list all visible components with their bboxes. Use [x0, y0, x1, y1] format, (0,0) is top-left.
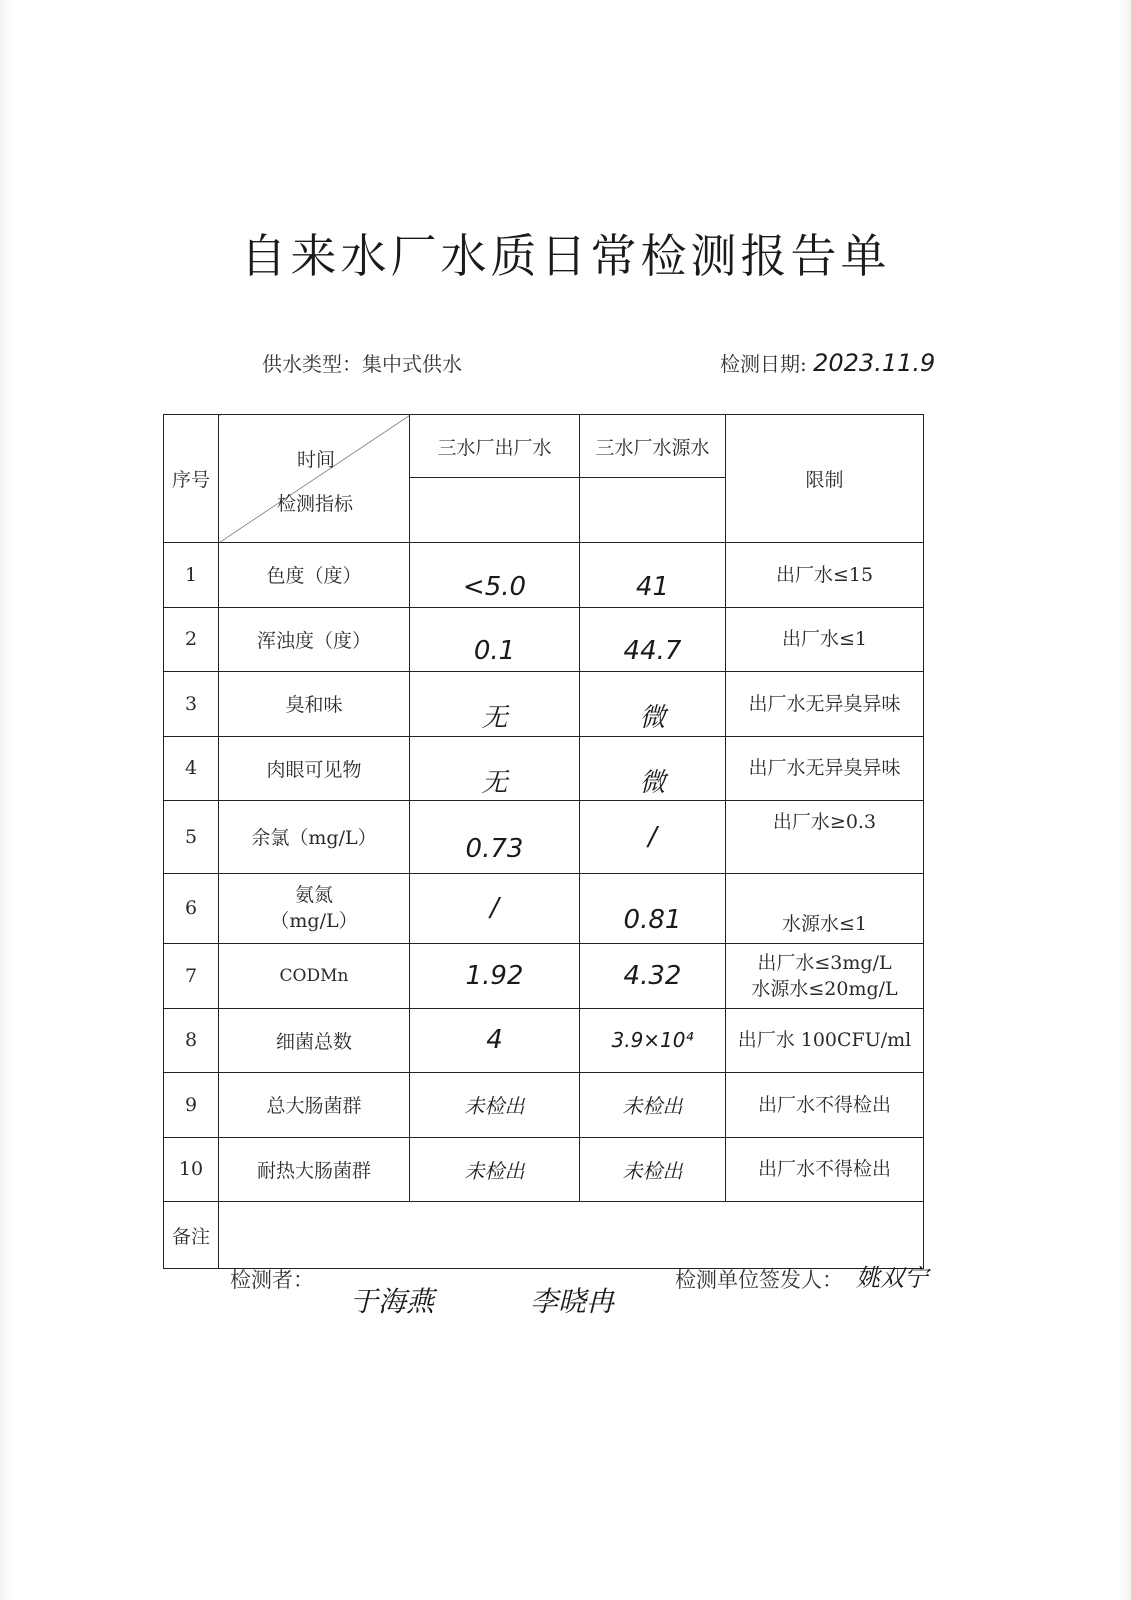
row-src-value: [580, 1137, 726, 1202]
inspector-label: 检测者：: [230, 1268, 314, 1292]
row-limit: [726, 944, 924, 1009]
table-row: [164, 736, 924, 801]
row-limit: 出厂水不得检出: [726, 1137, 924, 1202]
handwritten-value: 4.32: [623, 960, 682, 991]
header-plant-source-blank: [580, 478, 726, 543]
handwritten-value: <5.0: [462, 571, 527, 602]
table-row: [164, 1008, 924, 1073]
row-out-value: [410, 873, 580, 944]
remark-label: 备注: [164, 1202, 219, 1269]
header-plant-out: 三水厂出厂水: [410, 415, 580, 478]
row-out-value: [410, 1073, 580, 1138]
row-seq: 10: [164, 1137, 219, 1202]
row-limit-line1: 出厂水≤3mg/L: [757, 951, 892, 974]
row-src-value: [580, 944, 726, 1009]
row-seq: 3: [164, 672, 219, 737]
handwritten-value: 未检出: [464, 1094, 525, 1119]
header-diagonal-cell: [219, 415, 410, 543]
row-limit: 出厂水不得检出: [726, 1073, 924, 1138]
row-src-value: [580, 543, 726, 608]
handwritten-value: 3.9×10⁴: [611, 1028, 694, 1053]
handwritten-value: 微: [639, 767, 666, 798]
row-indicator-line2: （mg/L）: [270, 910, 358, 933]
row-seq: 6: [164, 873, 219, 944]
test-date-value: 2023.11.9: [813, 349, 936, 377]
header-index: 检测指标: [277, 493, 354, 515]
handwritten-value: 未检出: [464, 1158, 525, 1183]
row-out-value: [410, 736, 580, 801]
handwritten-value: 41: [635, 571, 670, 602]
row-limit: 出厂水无异臭异味: [726, 672, 924, 737]
row-indicator: 余氯（mg/L）: [219, 801, 410, 874]
handwritten-value: 44.7: [623, 636, 682, 667]
row-indicator: 臭和味: [219, 672, 410, 737]
table-row: [164, 672, 924, 737]
row-out-value: [410, 672, 580, 737]
row-src-value: [580, 873, 726, 944]
row-seq: 5: [164, 801, 219, 874]
row-out-value: [410, 801, 580, 874]
handwritten-value: 微: [639, 703, 666, 734]
row-out-value: [410, 1137, 580, 1202]
row-src-value: [580, 801, 726, 874]
row-seq: 1: [164, 543, 219, 608]
table-row: [164, 1137, 924, 1202]
row-src-value: [580, 672, 726, 737]
header-time: 时间: [297, 449, 336, 471]
row-limit: 出厂水无异臭异味: [726, 736, 924, 801]
row-limit: 出厂水≤1: [726, 607, 924, 672]
row-out-value: [410, 944, 580, 1009]
row-indicator: 细菌总数: [219, 1008, 410, 1073]
test-date: [720, 348, 935, 377]
row-out-value: [410, 543, 580, 608]
inspector-signature-1: 于海燕: [350, 1285, 435, 1318]
table-row: [164, 801, 924, 874]
remark-content: [219, 1202, 924, 1269]
handwritten-value: 未检出: [622, 1094, 683, 1119]
table-row: [164, 944, 924, 1009]
row-indicator: [219, 873, 410, 944]
row-seq: 2: [164, 607, 219, 672]
row-seq: 7: [164, 944, 219, 1009]
row-src-value: [580, 736, 726, 801]
row-indicator: 浑浊度（度）: [219, 607, 410, 672]
table-row: [164, 1073, 924, 1138]
row-limit: 水源水≤1: [726, 873, 924, 944]
signer-label: 检测单位签发人：: [675, 1268, 843, 1292]
header-limit: 限制: [726, 415, 924, 543]
handwritten-value: 1.92: [465, 960, 524, 991]
handwritten-value: 0.1: [473, 636, 516, 667]
handwritten-value: 0.73: [465, 833, 524, 864]
handwritten-value: 无: [481, 767, 508, 798]
row-indicator: 肉眼可见物: [219, 736, 410, 801]
handwritten-value: 无: [481, 703, 508, 734]
handwritten-value: 4: [486, 1025, 503, 1056]
supply-type: 供水类型：集中式供水: [262, 352, 462, 376]
inspector-signature-2: 李晓冉: [530, 1285, 615, 1318]
table-row: [164, 873, 924, 944]
report-title: 自来水厂水质日常检测报告单: [240, 229, 891, 283]
row-src-value: [580, 607, 726, 672]
row-indicator: CODMn: [219, 944, 410, 1009]
header-seq: 序号: [164, 415, 219, 543]
remark-row: [164, 1202, 924, 1269]
row-limit: 出厂水 100CFU/ml: [726, 1008, 924, 1073]
row-indicator: 色度（度）: [219, 543, 410, 608]
handwritten-value: /: [648, 821, 657, 852]
row-limit: 出厂水≥0.3: [726, 801, 924, 874]
row-limit-line2: 水源水≤20mg/L: [751, 977, 898, 1000]
row-src-value: [580, 1073, 726, 1138]
row-out-value: [410, 607, 580, 672]
signer-signature: 姚双宁: [856, 1264, 928, 1292]
table-row: [164, 607, 924, 672]
row-out-value: [410, 1008, 580, 1073]
header-plant-out-blank: [410, 478, 580, 543]
row-indicator: 耐热大肠菌群: [219, 1137, 410, 1202]
row-seq: 8: [164, 1008, 219, 1073]
row-seq: 4: [164, 736, 219, 801]
row-limit: 出厂水≤15: [726, 543, 924, 608]
row-indicator-line1: 氨氮: [294, 884, 333, 907]
table-row: [164, 543, 924, 608]
handwritten-value: /: [490, 893, 499, 924]
header-plant-source: 三水厂水源水: [580, 415, 726, 478]
row-indicator: 总大肠菌群: [219, 1073, 410, 1138]
row-seq: 9: [164, 1073, 219, 1138]
handwritten-value: 0.81: [623, 905, 682, 936]
row-src-value: [580, 1008, 726, 1073]
water-quality-table: [163, 414, 924, 1269]
test-date-label: 检测日期:: [720, 352, 807, 376]
handwritten-value: 未检出: [622, 1158, 683, 1183]
